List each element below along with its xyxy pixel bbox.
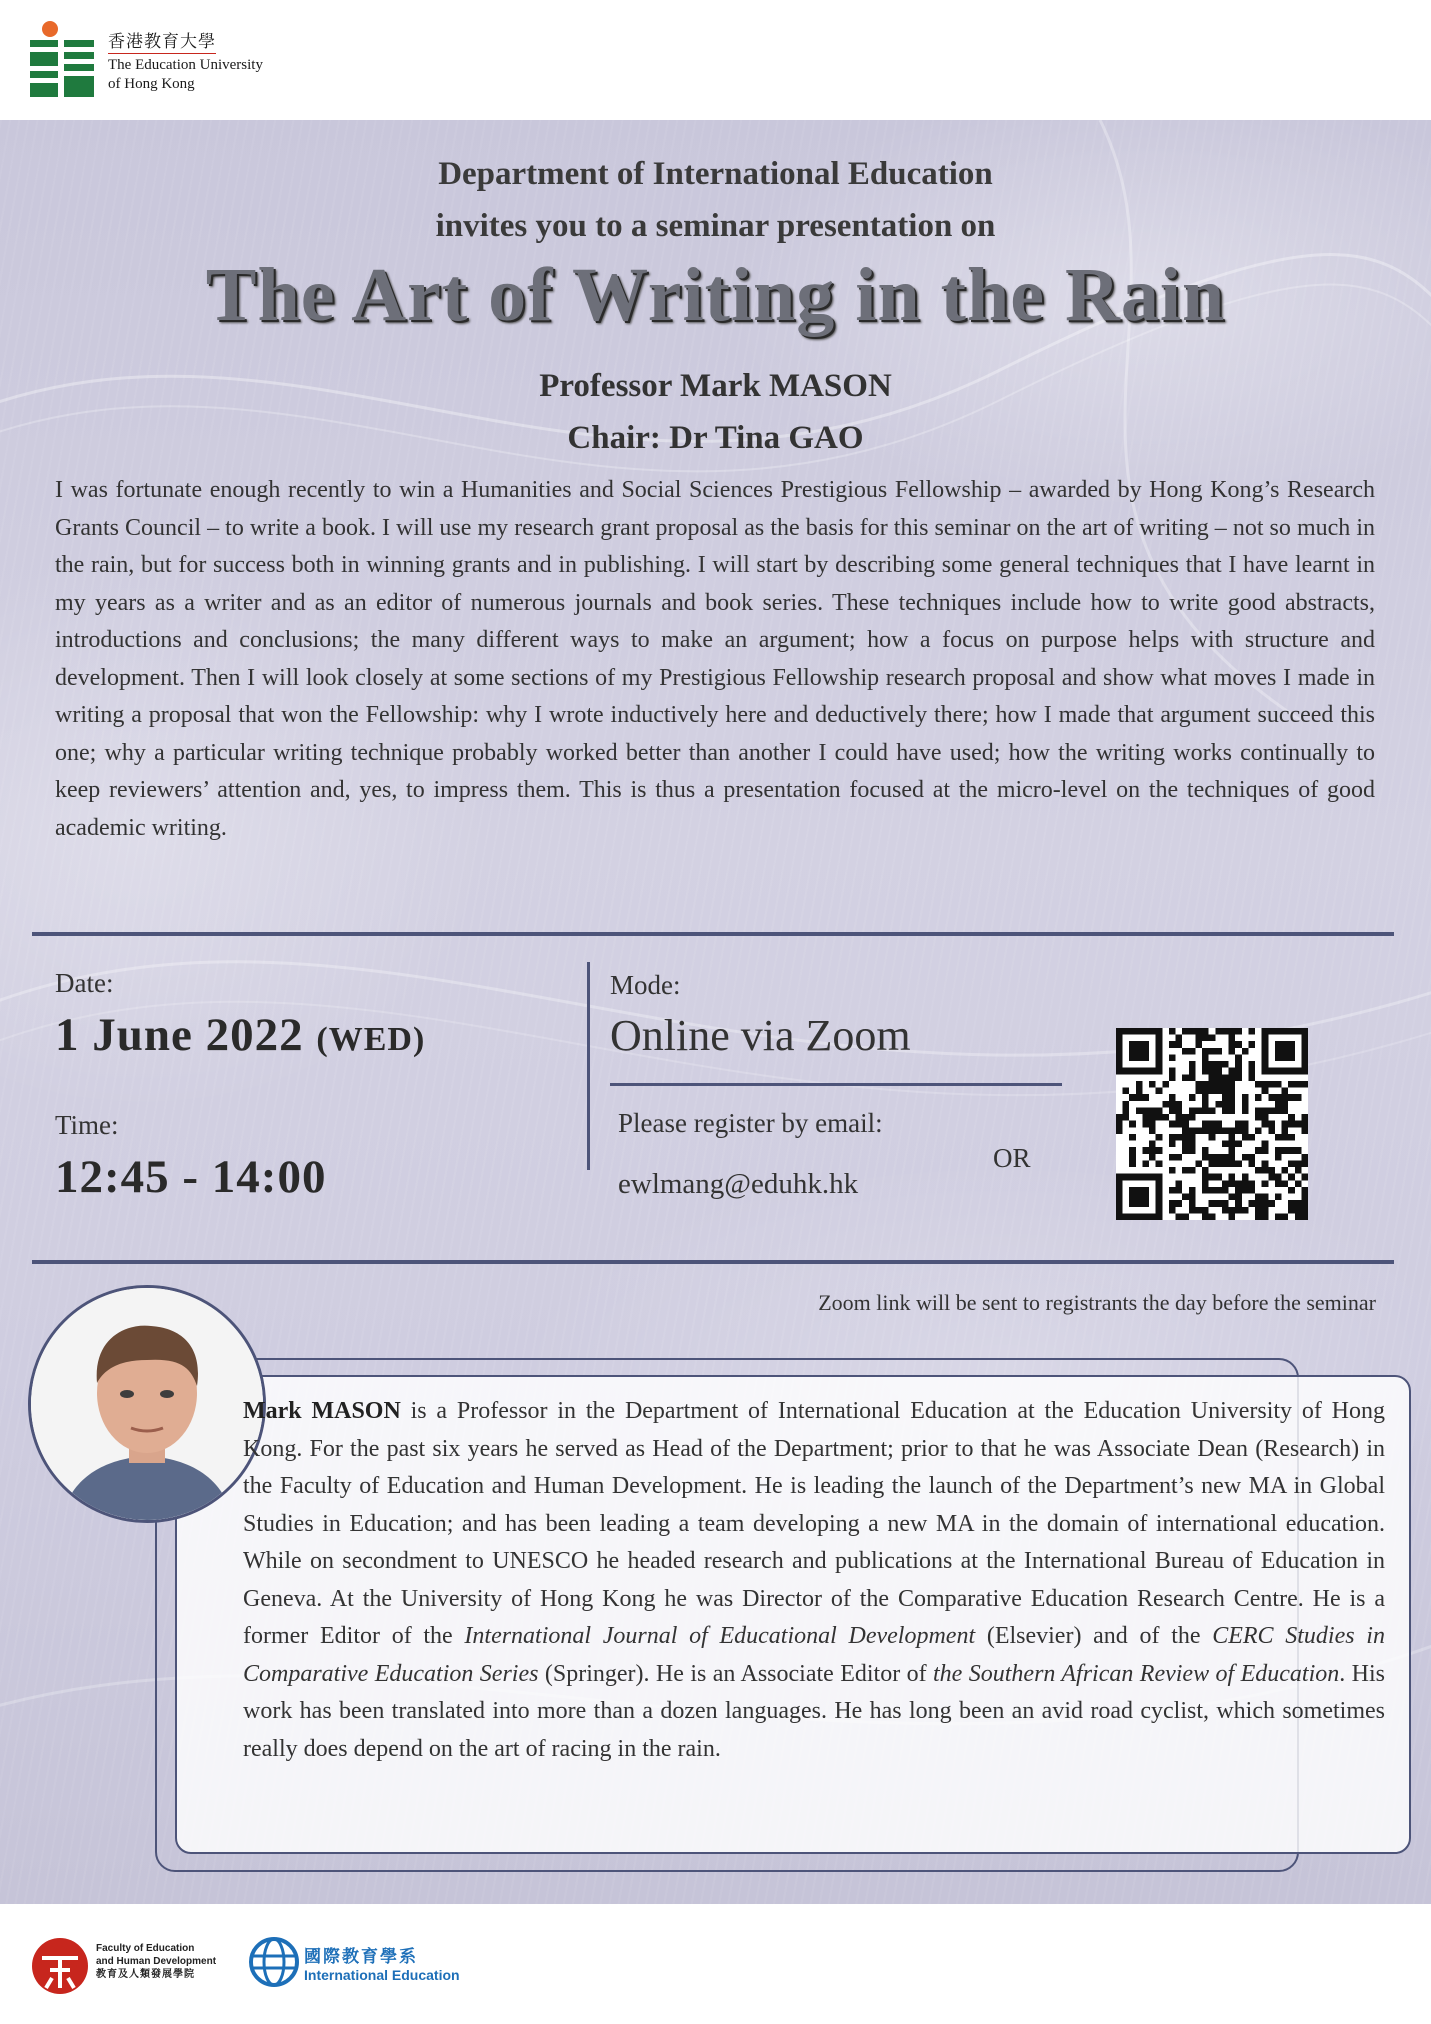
- bio-text-2: (Elsevier) and of the: [975, 1623, 1213, 1649]
- seminar-abstract: I was fortunate enough recently to win a Humanities and Social Sciences Prestigious Fellowship – awarded by Hong Kong’s Research Grants Council – to write a book. I will use my research grant proposal as the basis for this seminar on the art of writing – not so much in the rain, but for success both in winning grants and in publishing. I will start by describing some general techniques that I have learnt in my years as a writer and as an editor of numerous journals and book series. These techniques include how to write good abstracts, introductions and conclusions; the many different ways to make an argument; how a focus on purpose helps with structure and development. Then I will look closely at some sections of my Prestigious Fellowship research proposal and show what moves I made in writing a proposal that won the Fellowship: why I wrote inductively here and deductively there; how I made that argument succeed this one; why a particular writing technique probably worked better than another I could have used; how the writing works continually to keep reviewers’ attention and, yes, to impress them. This is thus a presentation focused at the micro-level on the techniques of good academic writing.: [55, 477, 1375, 841]
- qr-code[interactable]: [1116, 1028, 1308, 1220]
- bio-journal-1: International Journal of Educational Development: [464, 1623, 976, 1649]
- eduhk-logo-icon: [30, 20, 96, 100]
- logo-en-line1: The Education University: [108, 57, 263, 73]
- department-logo: [248, 1932, 478, 1996]
- speaker-photo: [28, 1285, 266, 1523]
- eduhk-logo-text: [108, 32, 263, 94]
- header: [0, 0, 1431, 120]
- eduhk-logo: [30, 20, 310, 100]
- time-label: Time:: [55, 1110, 119, 1140]
- mode-label: Mode:: [610, 970, 681, 1000]
- department-name: Department of International Education: [438, 156, 993, 192]
- mode-value: Online via Zoom: [610, 1011, 911, 1060]
- invitation-line: invites you to a seminar presentation on: [435, 208, 996, 244]
- bio-name: Mark MASON: [243, 1398, 401, 1424]
- faculty-name-zh: 教育及人類發展學院: [96, 1969, 195, 1980]
- date-label: Date:: [55, 968, 114, 998]
- date-day: (WED): [316, 1021, 426, 1058]
- divider-vertical: [587, 962, 590, 1170]
- bio-text-4: . His work has been translated into more than a dozen languages. He has long been an avid road cyclist, which sometimes really does depend on the art of racing in the rain.: [243, 1660, 1385, 1762]
- speaker-info: [0, 360, 1431, 464]
- globe-icon: [248, 1936, 300, 1988]
- logo-zh: 香港教育大學: [108, 32, 216, 54]
- zoom-note: Zoom link will be sent to registrants the day before the seminar: [818, 1290, 1376, 1315]
- or-text: OR: [993, 1143, 1031, 1173]
- mode-underline: [610, 1083, 1062, 1086]
- date-text: 1 June 2022: [55, 1009, 304, 1061]
- register-label: Please register by email:: [618, 1108, 883, 1138]
- poster: [0, 120, 1431, 1904]
- faculty-emblem-icon: [30, 1936, 90, 1996]
- qr-code-icon: [1116, 1028, 1308, 1220]
- logo-en-line2: of Hong Kong: [108, 76, 195, 92]
- divider-bottom: [32, 1260, 1394, 1264]
- footer: [0, 1904, 1431, 2024]
- bio-series: CERC Studies in Comparative Education Series: [243, 1623, 1385, 1687]
- chair-name: Chair: Dr Tina GAO: [567, 420, 864, 456]
- department-name-en: International Education: [304, 1967, 460, 1983]
- bio-text-1: is a Professor in the Department of International Education at the Education University of Hong Kong. For the past six years he served as Head of the Department; prior to that he was Associate Dean (Research) in the Faculty of Education and Human Development. He is leading the launch of the Department’s new MA in Global Studies in Education; and has been leading a team developing a new MA in the domain of international education. While on secondment to UNESCO he headed research and publications at the International Bureau of Education in Geneva. At the University of Hong Kong he was Director of the Comparative Education Research Centre. He is a former Editor of the: [243, 1398, 1385, 1649]
- faculty-name-line1: Faculty of Education: [96, 1943, 195, 1954]
- bio-journal-2: the Southern African Review of Education: [933, 1660, 1340, 1687]
- presenter-name: Professor Mark MASON: [539, 368, 892, 404]
- time-value: 12:45 - 14:00: [55, 1151, 327, 1203]
- speaker-portrait-icon: [31, 1288, 263, 1520]
- invitation: [0, 148, 1431, 252]
- faculty-logo: [30, 1934, 240, 1998]
- bio-text-3: (Springer). He is an Associate Editor of: [538, 1660, 934, 1687]
- speaker-biography: [243, 1393, 1385, 1768]
- faculty-name-line2: and Human Development: [96, 1956, 217, 1967]
- date-value: [55, 1008, 425, 1062]
- department-name-zh: 國際教育學系: [304, 1947, 418, 1966]
- register-email[interactable]: ewlmang@eduhk.hk: [618, 1168, 859, 1200]
- divider-top: [32, 932, 1394, 936]
- seminar-title: The Art of Writing in the Rain: [205, 253, 1226, 337]
